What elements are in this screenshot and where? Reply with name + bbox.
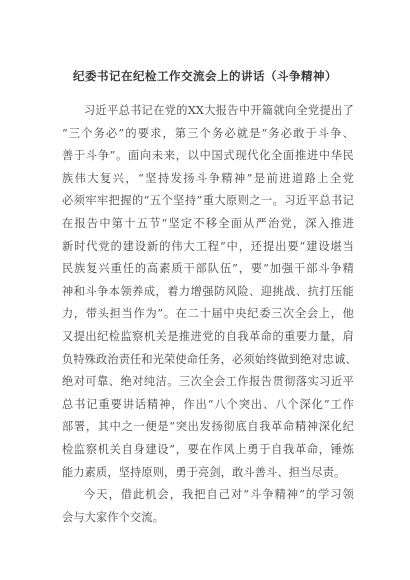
text-line: 习近平总书记在党的XX大报告中开篇就向全党提出了 [84, 104, 354, 117]
text-line: 新时代党的建设新的伟大工程”中，还提出要“建设堪当 [62, 239, 354, 253]
document-body [62, 100, 357, 529]
text-line: “三个务必”的要求，第三个务必就是“务必敢于斗争、 [62, 126, 354, 140]
text-line: 负特殊政治责任和光荣使命任务，必须始终做到绝对忠诚、 [62, 352, 357, 366]
text-line: 在报告中第十五节“坚定不移全面从严治党，深入推进 [62, 216, 354, 230]
text-line: 善于斗争”。面向未来，以中国式现代化全面推进中华民 [62, 149, 354, 163]
text-line: 神和斗争本领养成，着力增强防风险、迎挑战、抗打压能 [62, 284, 354, 298]
text-line: 总书记重要讲话精神，作出“八个突出、八个深化”工作 [62, 397, 354, 411]
text-line: 部署，其中之一便是“突出发扬彻底自我革命精神深化纪 [62, 420, 354, 434]
text-line: 又提出纪检监察机关是推进党的自我革命的重要力量，肩 [62, 329, 354, 343]
text-line: 今天，借此机会，我把自己对“斗争精神”的学习领 [84, 488, 354, 502]
text-line: 民族复兴重任的高素质干部队伍”，要“加强干部斗争精 [62, 262, 354, 276]
text-line: 会与大家作个交流。 [62, 510, 165, 524]
document-title: 纪委书记在纪检工作交流会上的讲话（斗争精神） [73, 69, 337, 83]
text-line: 绝对可靠、绝对纯洁。三次全会工作报告贯彻落实习近平 [62, 375, 354, 389]
paragraph-1 [62, 100, 357, 484]
text-line: 检监察机关自身建设”，要在作风上勇于自我革命，锤炼 [62, 442, 354, 456]
text-line: 必须牢牢把握的“五个坚持”重大原则之一。习近平总书记 [62, 194, 354, 208]
text-line: 力，带头担当作为”。在二十届中央纪委三次全会上，他 [62, 307, 354, 321]
paragraph-2 [62, 484, 354, 529]
text-line: 能力素质，坚持原则，勇于亮剑，敢斗善斗、担当尽责。 [62, 465, 346, 479]
text-line: 族伟大复兴，“坚持发扬斗争精神”是前进道路上全党 [62, 171, 354, 185]
